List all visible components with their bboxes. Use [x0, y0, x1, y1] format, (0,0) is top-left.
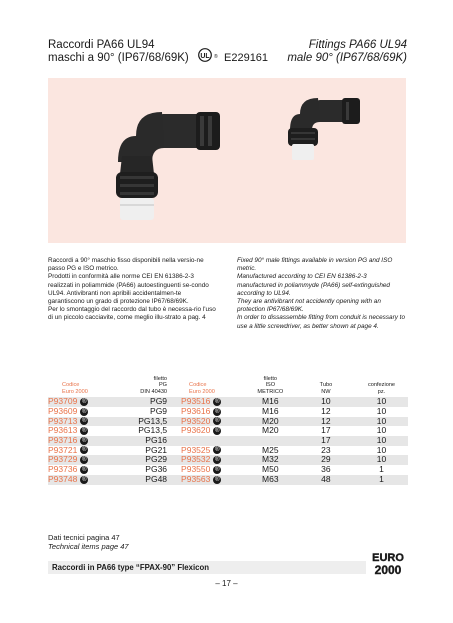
footer-product-line: Raccordi in PA66 type “FPAX-90” Flexicon [48, 561, 366, 574]
thread-pg-cell-text: PG21 [145, 444, 168, 455]
subtitle-it: maschi a 90° (IP67/68/69K) [48, 52, 189, 64]
thread-iso-cell-text: M16 [262, 396, 279, 407]
table-row [48, 475, 408, 485]
conduit-size-cell-text: 29 [321, 454, 331, 465]
product-table [48, 376, 408, 485]
registered-icon: ® [82, 447, 87, 454]
conduit-size-cell [297, 475, 355, 485]
code-pg-cell-text: P93709 [48, 396, 78, 407]
tech-ref-en: Technical items page 47 [48, 542, 129, 551]
code-pg-cell-text: P93609 [48, 405, 78, 416]
code-pg-cell-text: P93716 [48, 435, 78, 446]
code-iso-cell-text: P93520 [181, 415, 211, 426]
code-pg-cell-text: P93713 [48, 415, 78, 426]
thread-pg-cell-text: PG13,5 [138, 415, 168, 426]
table-row [48, 465, 408, 475]
registered-icon: ® [215, 447, 220, 454]
thread-pg-cell-text: PG29 [145, 454, 168, 465]
header-code-iso: Codice Euro 2000 [189, 382, 215, 395]
package-qty-cell-text: 10 [376, 425, 387, 436]
package-qty-cell-text: 1 [379, 473, 384, 484]
thread-pg-cell-text: PG13,5 [138, 425, 168, 436]
description-italian [48, 257, 216, 323]
table-row [48, 397, 408, 407]
header-thread-pg: filetto PG DIN 40430 [140, 376, 168, 395]
page-number: – 17 – [215, 579, 238, 588]
description-it-paragraph: Prodotti in conformità alle norme CEI EN 61386-2-3 realizzati in poliammide (PA66) autoestinguenti se-condo UL94. Antivibranti non apribili accidentalmen-te garantiscono un grado di protezione IP67/68/69K. [48, 273, 209, 306]
thread-pg-cell [114, 475, 175, 485]
code-pg-cell [48, 475, 114, 485]
code-iso-cell [175, 475, 244, 485]
conduit-size-cell-text: 12 [321, 405, 331, 416]
package-qty-cell-text: 10 [376, 396, 387, 407]
thread-iso-cell-text: M25 [262, 444, 279, 455]
description-english [237, 257, 407, 331]
registered-icon: ® [82, 418, 87, 425]
code-iso-cell-text: P93616 [181, 405, 211, 416]
registered-icon: ® [82, 398, 87, 405]
registered-icon: ® [215, 457, 220, 464]
description-en-paragraph: In order to dissassemble fitting from conduit is necessary to use a little screwdriver, as better shown at page 4. [237, 314, 406, 330]
small-elbow-fitting-image [288, 98, 360, 160]
registered-icon: ® [82, 437, 87, 444]
header-package: confezione pz. [367, 382, 396, 395]
package-qty-cell-text: 10 [376, 454, 387, 465]
table-row [48, 436, 408, 446]
table-row [48, 407, 408, 417]
registered-icon: ® [215, 476, 220, 483]
package-qty-cell-text: 1 [379, 464, 384, 475]
registered-icon: ® [215, 408, 220, 415]
conduit-size-cell-text: 36 [321, 464, 331, 475]
code-pg-cell-text: P93729 [48, 454, 78, 465]
title-en: Fittings PA66 UL94 [308, 39, 407, 51]
conduit-size-cell-text: 17 [321, 435, 331, 446]
description-en-paragraph: They are antivibrant not accidently opening with an protection IP67/68/69K. [237, 298, 381, 314]
code-iso-cell-text: P93550 [181, 464, 211, 475]
thread-iso-cell-text: M16 [262, 405, 279, 416]
package-qty-cell-text: 10 [376, 435, 387, 446]
table-row [48, 455, 408, 465]
table-header-row [48, 376, 408, 397]
svg-text:®: ® [214, 54, 218, 60]
thread-iso-cell-text: M32 [262, 454, 279, 465]
registered-icon: ® [215, 428, 220, 435]
certificate-number: E229161 [224, 52, 269, 64]
thread-pg-cell-text: PG48 [145, 473, 168, 484]
header-right [287, 39, 407, 65]
thread-iso-cell [244, 475, 297, 485]
thread-pg-cell-text: PG16 [145, 435, 168, 446]
thread-iso-cell-text: M20 [262, 425, 279, 436]
thread-iso-cell-text: M63 [262, 473, 279, 484]
code-iso-cell-text: P93620 [181, 425, 211, 436]
conduit-size-cell-text: 10 [321, 396, 331, 407]
thread-iso-cell [244, 426, 297, 436]
code-iso-cell-text: P93532 [181, 454, 211, 465]
product-photo [48, 78, 406, 243]
registered-icon: ® [82, 476, 87, 483]
tech-ref-it: Dati tecnici pagina 47 [48, 533, 120, 542]
description-en-paragraph: Manufactured according to CEI EN 61386-2-3 manufactured in poliammyde (PA66) self-extinguished according to UL94. [237, 273, 390, 297]
table-row [48, 446, 408, 456]
conduit-size-cell-text: 12 [321, 415, 331, 426]
registered-icon: ® [82, 428, 87, 435]
header-left [48, 39, 189, 65]
code-pg-cell-text: P93613 [48, 425, 78, 436]
registered-icon: ® [82, 466, 87, 473]
thread-pg-cell-text: PG9 [150, 405, 168, 416]
logo-text-bottom: 2000 [374, 563, 402, 576]
header-thread-iso: filetto ISO METRICO [257, 376, 284, 395]
table-row [48, 417, 408, 427]
registered-icon: ® [82, 457, 87, 464]
code-iso-cell-text: P93525 [181, 444, 211, 455]
conduit-size-cell-text: 17 [321, 425, 331, 436]
conduit-size-cell-text: 48 [321, 473, 331, 484]
registered-icon: ® [82, 408, 87, 415]
package-qty-cell-text: 10 [376, 444, 387, 455]
code-pg-cell-text: P93721 [48, 444, 78, 455]
large-elbow-fitting-image [116, 112, 220, 220]
logo-text-top: EURO [372, 552, 404, 564]
code-iso-cell-text: P93563 [181, 473, 211, 484]
subtitle-en: male 90° (IP67/68/69K) [287, 52, 407, 64]
table-row [48, 426, 408, 436]
package-qty-cell-text: 10 [376, 415, 387, 426]
code-iso-cell [175, 426, 244, 436]
code-pg-cell-text: P93736 [48, 464, 78, 475]
header-code-pg: Codice Euro 2000 [62, 382, 88, 395]
thread-pg-cell-text: PG36 [145, 464, 168, 475]
code-pg-cell-text: P93748 [48, 473, 78, 484]
euro-2000-logo [369, 550, 407, 576]
ul-mark-text: UL [200, 53, 210, 60]
conduit-size-cell-text: 23 [321, 444, 331, 455]
code-iso-cell-text: P93516 [181, 396, 211, 407]
thread-pg-cell-text: PG9 [150, 396, 168, 407]
description-it-paragraph: Per lo smontaggio del raccordo dal tubo è necessa-rio l'uso di un piccolo cacciavite, come meglio illu-strato a pag. 4 [48, 306, 216, 322]
registered-icon: ® [215, 466, 220, 473]
header-conduit: Tubo NW [319, 382, 333, 395]
technical-reference [48, 533, 129, 551]
ul-certification-icon [197, 48, 219, 62]
registered-icon: ® [215, 418, 220, 425]
title-it: Raccordi PA66 UL94 [48, 39, 155, 51]
description-en-paragraph: Fixed 90° male fittings available in version PG and ISO metric. [237, 257, 393, 273]
description-it-paragraph: Raccordi a 90° maschio fisso disponibili nella versio-ne passo PG e ISO metrico. [48, 257, 204, 273]
registered-icon: ® [215, 398, 220, 405]
thread-iso-cell-text: M50 [262, 464, 279, 475]
package-qty-cell-text: 10 [376, 405, 387, 416]
package-qty-cell [355, 475, 408, 485]
thread-iso-cell-text: M20 [262, 415, 279, 426]
